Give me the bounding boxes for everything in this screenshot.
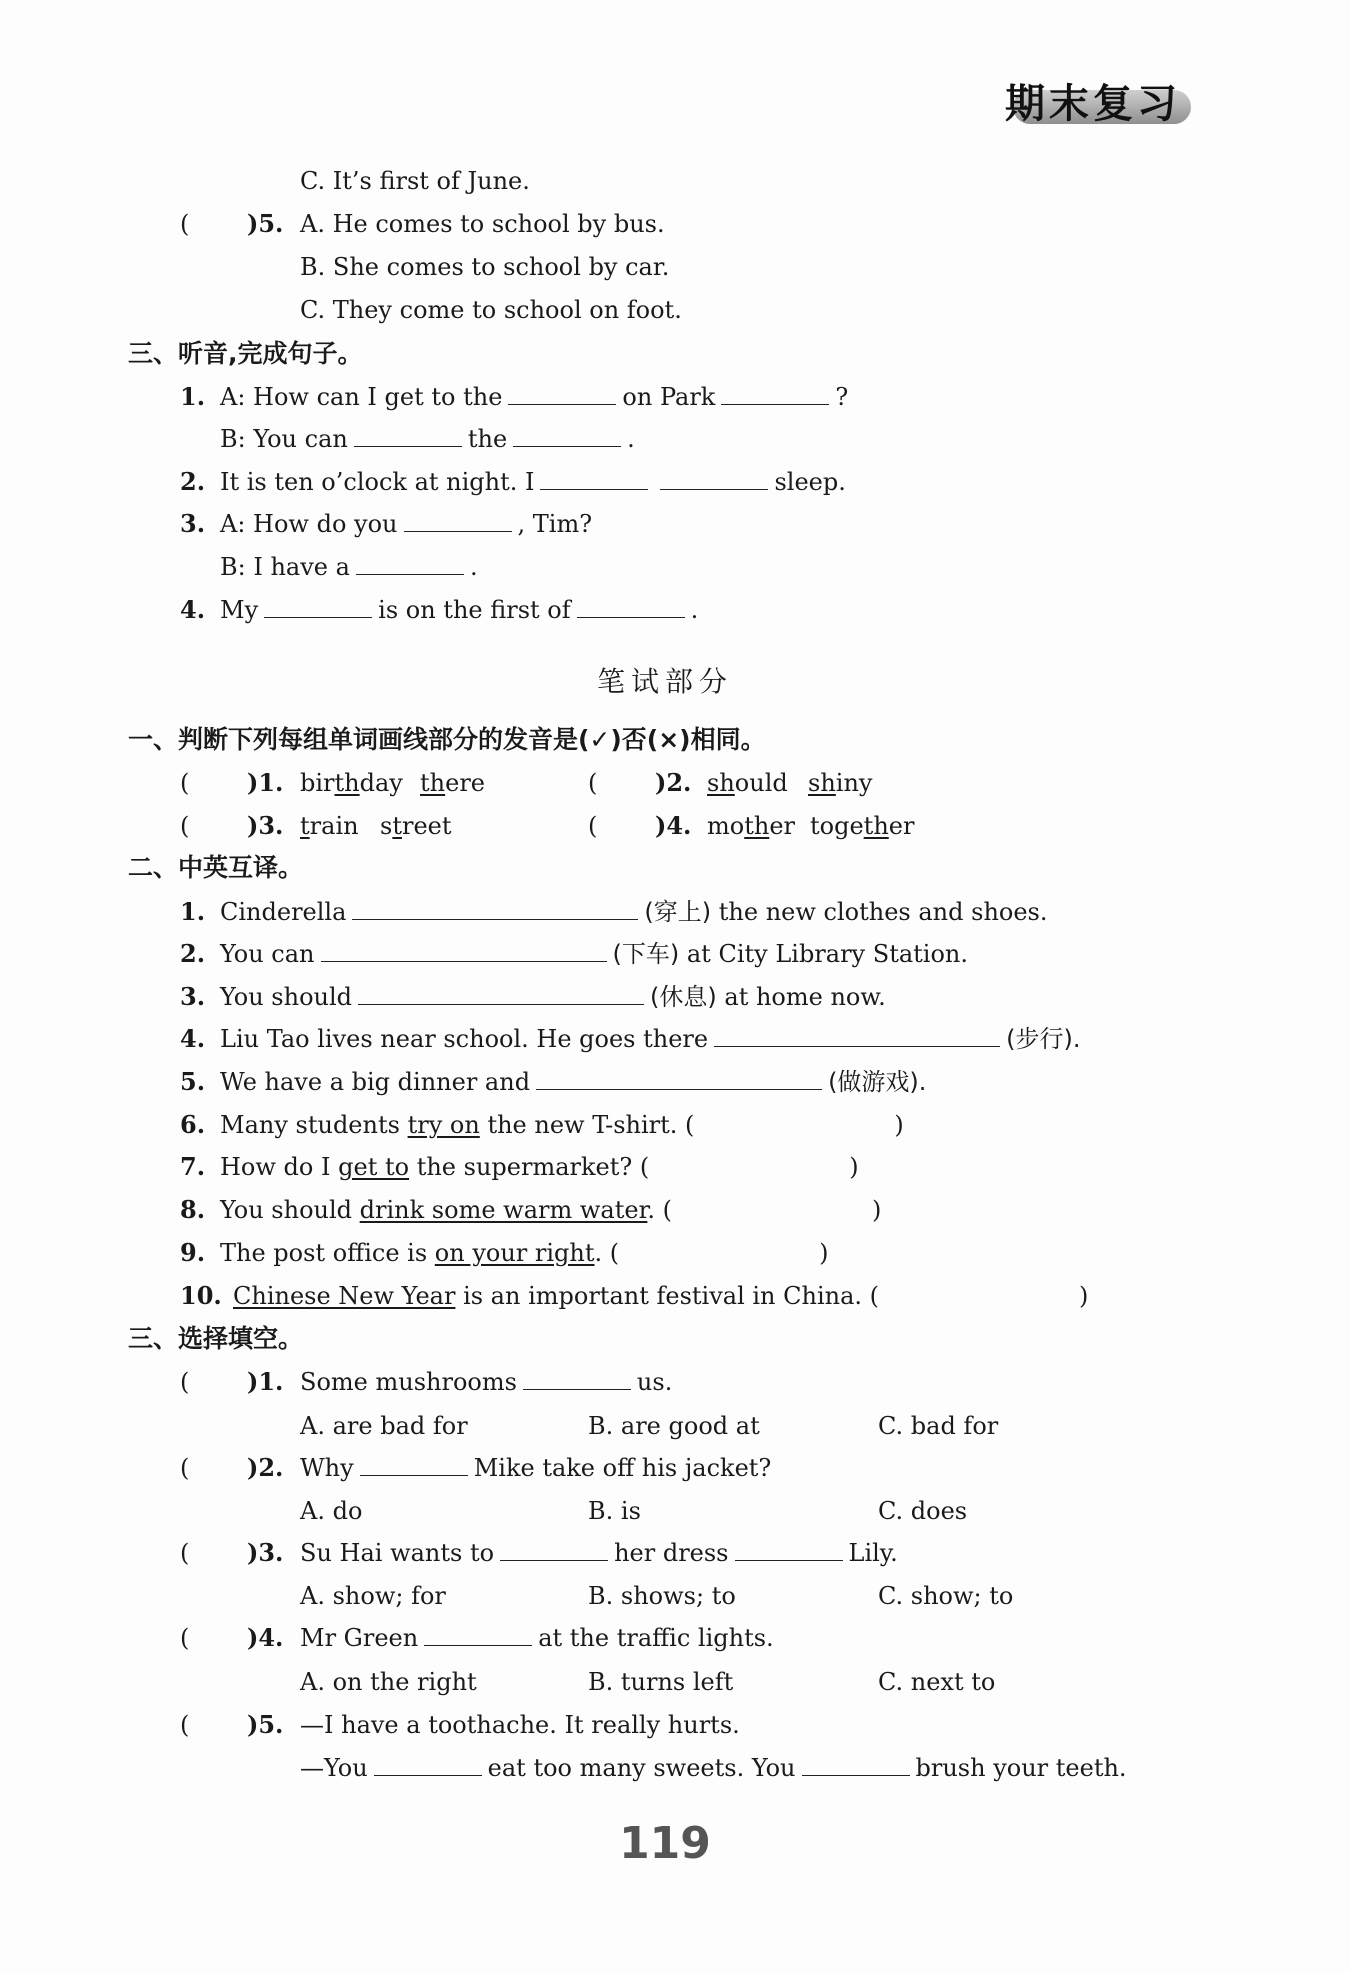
question-number: )5. bbox=[247, 209, 284, 238]
item-number: 1. bbox=[180, 897, 206, 926]
phonics-word: shiny bbox=[808, 769, 873, 797]
item-number: 6. bbox=[180, 1110, 206, 1139]
choice-option-a: A. show; for bbox=[300, 1582, 446, 1610]
phonics-word: street bbox=[380, 812, 452, 840]
answer-blank[interactable] bbox=[536, 1067, 822, 1090]
question-number: )2. bbox=[655, 768, 692, 797]
answer-paren: ( bbox=[180, 1368, 190, 1396]
phonics-word: birthday bbox=[300, 769, 403, 797]
item-number: 4. bbox=[180, 1024, 206, 1053]
section-heading-phonics: 一、判断下列每组单词画线部分的发音是(✓)否(×)相同。 bbox=[128, 725, 766, 754]
answer-blank[interactable] bbox=[540, 467, 648, 490]
item-number: 3. bbox=[180, 509, 206, 538]
item-number: 10. bbox=[180, 1281, 222, 1310]
choice-option-b: B. shows; to bbox=[588, 1582, 736, 1610]
translate-item-10: Chinese New Year is an important festival in China. ( ) bbox=[233, 1282, 1089, 1310]
choice-q2-stem: Why Mike take off his jacket? bbox=[300, 1454, 772, 1482]
header-badge bbox=[1005, 68, 1195, 130]
answer-blank[interactable] bbox=[513, 424, 621, 447]
answer-blank[interactable] bbox=[264, 595, 372, 618]
answer-blank[interactable] bbox=[404, 509, 512, 532]
listen-item-1-line-b: B: You can the . bbox=[220, 425, 635, 453]
section-heading-translate: 二、中英互译。 bbox=[128, 853, 304, 882]
answer-blank[interactable] bbox=[356, 552, 464, 575]
choice-option-b: B. is bbox=[588, 1497, 641, 1525]
answer-paren: ( bbox=[180, 210, 190, 238]
answer-blank[interactable] bbox=[374, 1753, 482, 1776]
question-number: )3. bbox=[247, 1538, 284, 1567]
choice-option-a: A. are bad for bbox=[300, 1412, 468, 1440]
translate-item-3: You should (休息) at home now. bbox=[220, 983, 886, 1011]
translate-item-9: The post office is on your right. ( ) bbox=[220, 1239, 829, 1267]
header-title: 期末复习 bbox=[1005, 81, 1181, 127]
answer-paren: ( bbox=[180, 1711, 190, 1739]
item-number: 5. bbox=[180, 1067, 206, 1096]
translate-item-5: We have a big dinner and (做游戏). bbox=[220, 1068, 927, 1096]
answer-blank[interactable] bbox=[354, 424, 462, 447]
listen-item-1-line-a: A: How can I get to the on Park ? bbox=[220, 383, 849, 411]
answer-paren: ( bbox=[588, 812, 598, 840]
answer-blank[interactable] bbox=[321, 939, 607, 962]
phonics-word: there bbox=[420, 769, 485, 797]
choice-q5-line-2: —You eat too many sweets. You brush your teeth. bbox=[300, 1754, 1127, 1782]
answer-blank[interactable] bbox=[577, 595, 685, 618]
answer-blank[interactable] bbox=[523, 1367, 631, 1390]
phonics-word: train bbox=[300, 812, 359, 840]
phonics-word: should bbox=[707, 769, 788, 797]
q4-option-c: C. It’s first of June. bbox=[300, 167, 530, 195]
answer-paren: ( bbox=[588, 769, 598, 797]
choice-option-c: C. does bbox=[878, 1497, 968, 1525]
translate-item-2: You can (下车) at City Library Station. bbox=[220, 940, 968, 968]
item-number: 3. bbox=[180, 982, 206, 1011]
answer-blank[interactable] bbox=[500, 1538, 608, 1561]
written-section-title: 笔试部分 bbox=[596, 665, 733, 698]
answer-paren: ( bbox=[180, 769, 190, 797]
choice-q5-line-1: —I have a toothache. It really hurts. bbox=[300, 1711, 740, 1739]
item-number: 1. bbox=[180, 382, 206, 411]
q5-option-c: C. They come to school on foot. bbox=[300, 296, 682, 324]
translate-item-1: Cinderella (穿上) the new clothes and shoes. bbox=[220, 898, 1048, 926]
section-heading-choice: 三、选择填空。 bbox=[128, 1324, 304, 1353]
answer-paren: ( bbox=[180, 1454, 190, 1482]
phonics-word: mother bbox=[707, 812, 796, 840]
item-number: 7. bbox=[180, 1152, 206, 1181]
item-number: 2. bbox=[180, 467, 206, 496]
answer-paren: ( bbox=[180, 812, 190, 840]
section-heading-listen-complete: 三、听音,完成句子。 bbox=[128, 339, 363, 368]
answer-blank[interactable] bbox=[352, 897, 638, 920]
choice-q3-stem: Su Hai wants to her dress Lily. bbox=[300, 1539, 898, 1567]
question-number: )2. bbox=[247, 1453, 284, 1482]
phonics-word: together bbox=[810, 812, 915, 840]
question-number: )1. bbox=[247, 768, 284, 797]
choice-option-c: C. show; to bbox=[878, 1582, 1014, 1610]
choice-option-b: B. turns left bbox=[588, 1668, 734, 1696]
choice-option-c: C. next to bbox=[878, 1668, 996, 1696]
choice-option-c: C. bad for bbox=[878, 1412, 999, 1440]
answer-blank[interactable] bbox=[802, 1753, 910, 1776]
question-number: )1. bbox=[247, 1367, 284, 1396]
answer-blank[interactable] bbox=[735, 1538, 843, 1561]
listen-item-4: My is on the first of . bbox=[220, 596, 699, 624]
listen-item-3-line-a: A: How do you , Tim? bbox=[220, 510, 593, 538]
choice-q4-stem: Mr Green at the traffic lights. bbox=[300, 1624, 774, 1652]
answer-blank[interactable] bbox=[508, 382, 616, 405]
choice-option-b: B. are good at bbox=[588, 1412, 760, 1440]
item-number: 4. bbox=[180, 595, 206, 624]
question-number: )5. bbox=[247, 1710, 284, 1739]
translate-item-4: Liu Tao lives near school. He goes there (步行). bbox=[220, 1025, 1081, 1053]
item-number: 2. bbox=[180, 939, 206, 968]
choice-option-a: A. do bbox=[300, 1497, 363, 1525]
choice-q1-stem: Some mushrooms us. bbox=[300, 1368, 673, 1396]
answer-blank[interactable] bbox=[424, 1623, 532, 1646]
translate-item-7: How do I get to the supermarket? ( ) bbox=[220, 1153, 859, 1181]
item-number: 9. bbox=[180, 1238, 206, 1267]
listen-item-3-line-b: B: I have a . bbox=[220, 553, 478, 581]
answer-blank[interactable] bbox=[721, 382, 829, 405]
question-number: )3. bbox=[247, 811, 284, 840]
answer-paren: ( bbox=[180, 1539, 190, 1567]
question-number: )4. bbox=[247, 1623, 284, 1652]
q5-option-b: B. She comes to school by car. bbox=[300, 253, 670, 281]
page-number: 119 bbox=[619, 1818, 711, 1869]
listen-item-2: It is ten o’clock at night. I sleep. bbox=[220, 468, 846, 496]
answer-blank[interactable] bbox=[714, 1024, 1000, 1047]
translate-item-6: Many students try on the new T-shirt. ( ) bbox=[220, 1111, 904, 1139]
answer-blank[interactable] bbox=[358, 982, 644, 1005]
choice-option-a: A. on the right bbox=[300, 1668, 477, 1696]
answer-blank[interactable] bbox=[360, 1453, 468, 1476]
answer-blank[interactable] bbox=[660, 467, 768, 490]
q5-option-a: A. He comes to school by bus. bbox=[300, 210, 665, 238]
translate-item-8: You should drink some warm water. ( ) bbox=[220, 1196, 882, 1224]
item-number: 8. bbox=[180, 1195, 206, 1224]
answer-paren: ( bbox=[180, 1624, 190, 1652]
question-number: )4. bbox=[655, 811, 692, 840]
